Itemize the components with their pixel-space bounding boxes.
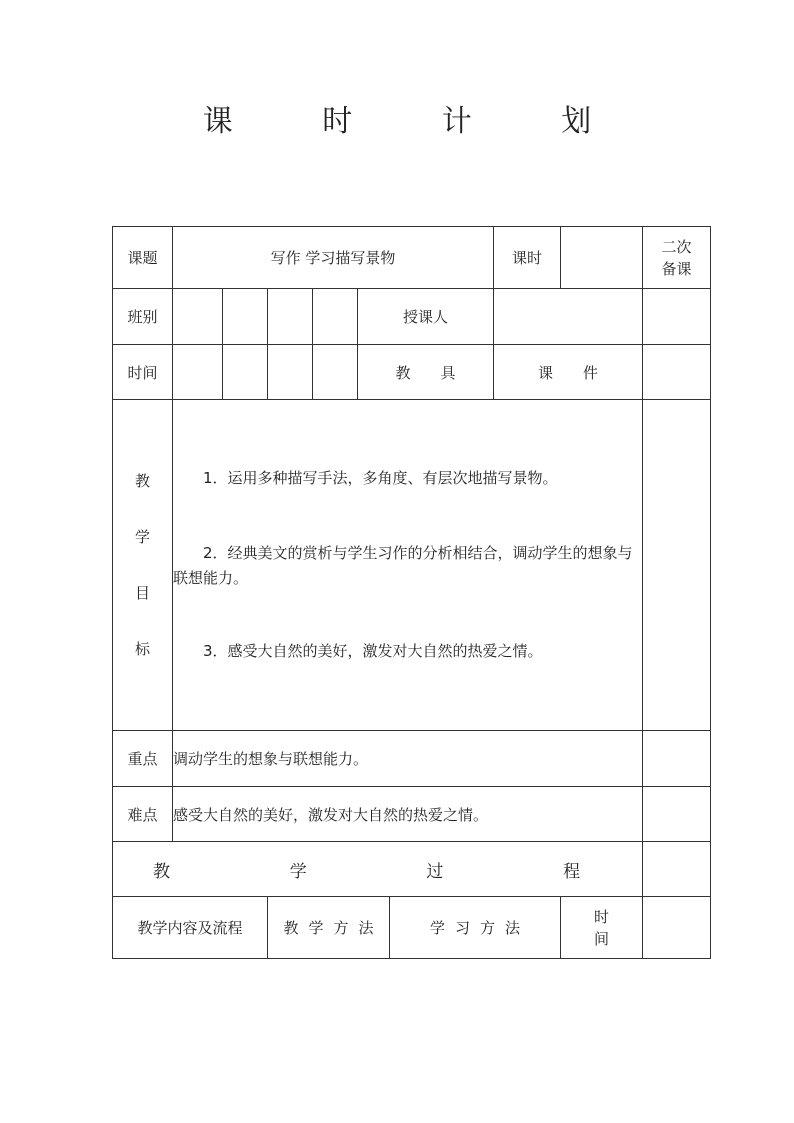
objectives-char-1: 教	[134, 472, 150, 490]
class-label: 班别	[113, 289, 173, 345]
tools-label: 教具	[358, 345, 494, 400]
time-cell-3	[268, 345, 313, 400]
process-remark	[643, 842, 711, 897]
teacher-value	[494, 289, 643, 345]
row-objectives	[113, 400, 711, 731]
key-point-label: 重点	[113, 731, 173, 787]
bottom-time-label	[561, 897, 643, 959]
topic-value: 写作 学习描写景物	[173, 227, 494, 289]
class-cell-2	[223, 289, 268, 345]
row-bottom-headers	[113, 897, 711, 959]
objectives-char-3: 目	[134, 584, 150, 602]
objective-item-1: 1．运用多种描写手法，多角度、有层次地描写景物。	[203, 469, 558, 487]
row-class-remark	[643, 289, 711, 345]
teacher-label: 授课人	[358, 289, 494, 345]
objective-item-3: 3．感受大自然的美好，激发对大自然的热爱之情。	[203, 642, 543, 660]
process-char-1: 教	[153, 861, 170, 882]
time-label: 时间	[113, 345, 173, 400]
tools-value: 课件	[494, 345, 643, 400]
row-difficulty	[113, 787, 711, 842]
process-char-4: 程	[563, 861, 581, 882]
second-prep-text: 二次备课	[661, 237, 692, 278]
process-char-2: 学	[289, 861, 307, 882]
bottom-time-text: 时间	[594, 907, 610, 948]
key-point-text: 调动学生的想象与联想能力。	[173, 731, 643, 787]
objectives-remark	[643, 400, 711, 731]
row-class	[113, 289, 711, 345]
difficulty-text: 感受大自然的美好，激发对大自然的热爱之情。	[173, 787, 643, 842]
difficulty-label: 难点	[113, 787, 173, 842]
time-cell-1	[173, 345, 223, 400]
row-process	[113, 842, 711, 897]
lesson-plan-table	[112, 226, 711, 959]
class-cell-1	[173, 289, 223, 345]
process-heading	[113, 842, 643, 897]
objectives-content	[173, 400, 643, 731]
objectives-char-4: 标	[134, 640, 150, 658]
row-topic	[113, 227, 711, 289]
bottom-remark	[643, 897, 711, 959]
row-key-point	[113, 731, 711, 787]
objectives-label	[113, 400, 173, 731]
period-value	[561, 227, 643, 289]
time-cell-4	[313, 345, 358, 400]
process-char-3: 过	[426, 861, 444, 882]
topic-label: 课题	[113, 227, 173, 289]
class-cell-4	[313, 289, 358, 345]
row-time	[113, 345, 711, 400]
content-flow-label: 教学内容及流程	[113, 897, 268, 959]
objective-item-2: 2．经典美文的赏析与学生习作的分析相结合，调动学生的想象与联想能力。	[173, 544, 633, 587]
key-point-remark	[643, 731, 711, 787]
row-time-remark	[643, 345, 711, 400]
learning-method-label: 学习方法	[390, 897, 561, 959]
class-cell-3	[268, 289, 313, 345]
difficulty-remark	[643, 787, 711, 842]
period-label: 课时	[494, 227, 561, 289]
objectives-char-2: 学	[134, 528, 150, 546]
page-title: 课 时 计 划	[202, 104, 632, 139]
second-prep-label	[643, 227, 711, 289]
time-cell-2	[223, 345, 268, 400]
teaching-method-label: 教学方法	[268, 897, 390, 959]
